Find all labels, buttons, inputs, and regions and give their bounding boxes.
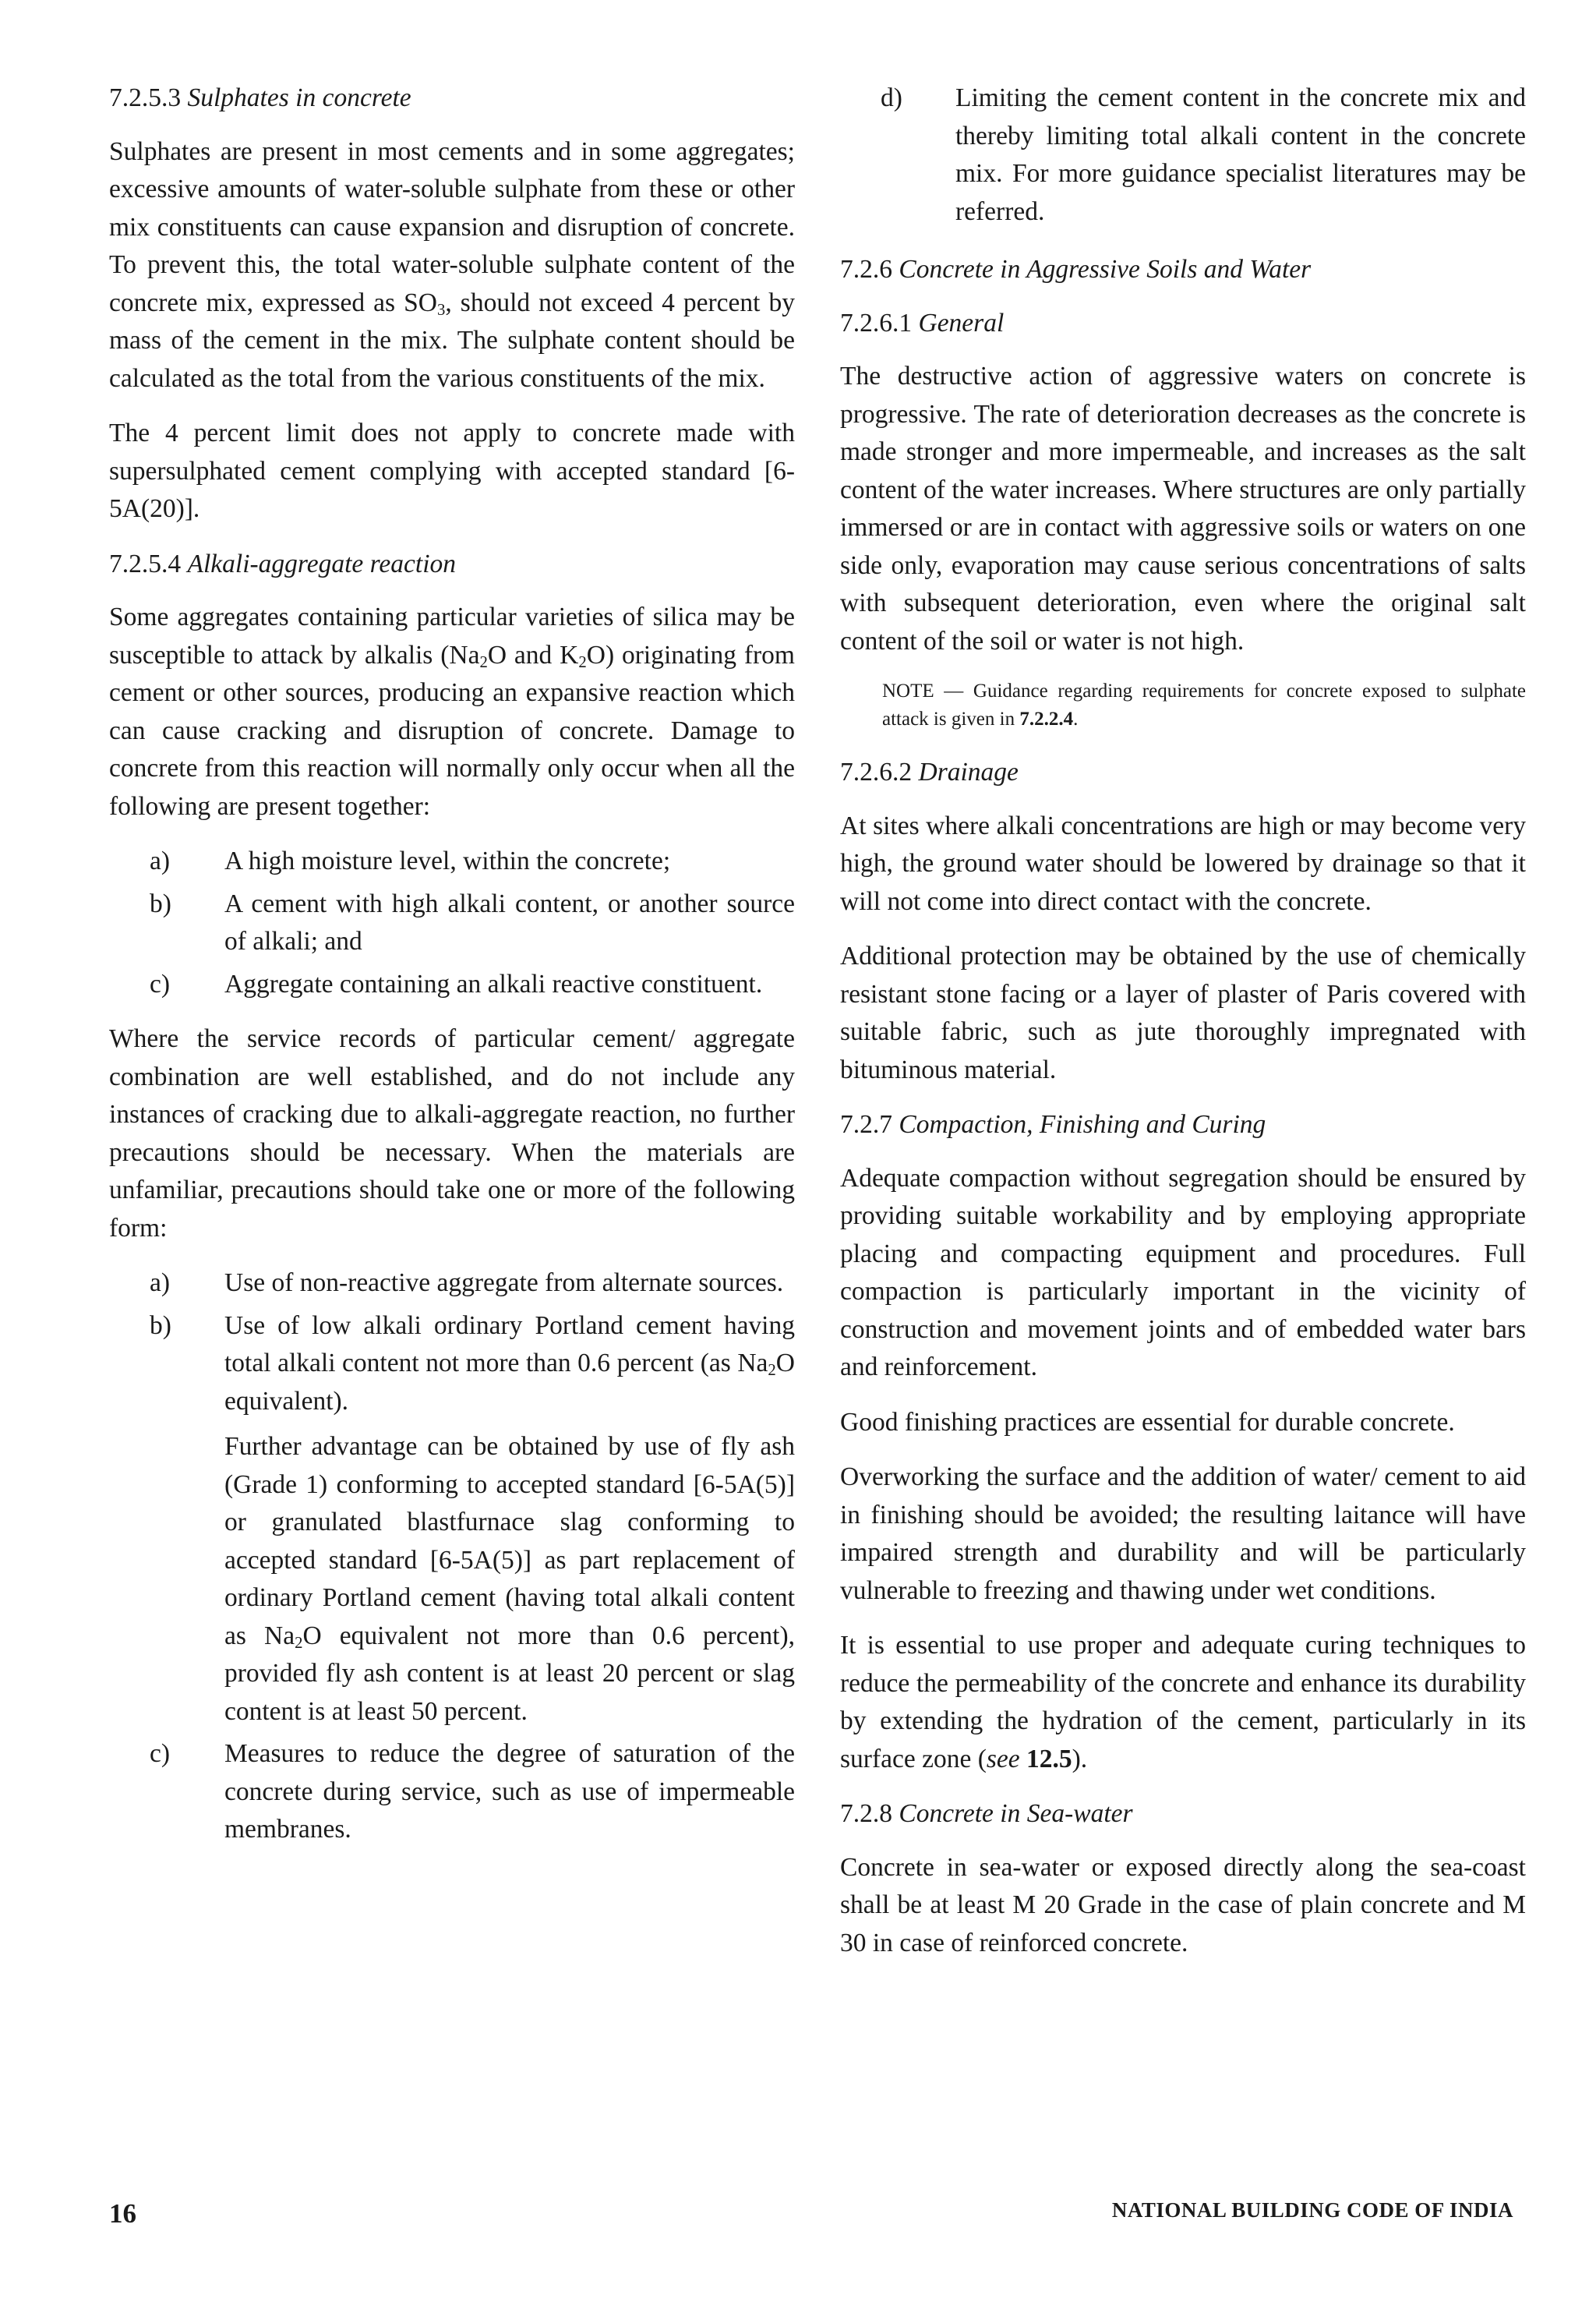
paragraph: At sites where alkali concentrations are high or may become very high, the ground water should be lowered by drainage so that it will not come into direct contact with the concrete.	[840, 811, 1526, 916]
paragraph: Some aggregates containing particular varieties of silica may be susceptible to attack by alkalis ($Na_2O$ and $K_2O$) originating from cement or other sources, producing an expansive reaction which can cause cracking and disruption of concrete. Damage to concrete from this reaction will normally only occur when all the following are present together:	[109, 603, 795, 821]
section-heading-7-2-6-2	[840, 754, 1526, 792]
paragraph: Sulphates are present in most cements and in some aggregates; excessive amounts of water-soluble sulphate from these or other mix constituents can cause expansion and disruption of concrete. To prevent this, the total water-soluble sulphate content of the concrete mix, expressed as $SO_3$, should not exceed 4 percent by mass of the cement in the mix. The sulphate content should be calculated as the total from the various constituents of the mix.	[109, 136, 796, 393]
paragraph: Where the service records of particular cement/ aggregate combination are well established, and do not include any instances of cracking due to alkali-aggregate reaction, no further precautions should be necessary. When the materials are unfamiliar, precautions should take one or more of the following form:	[109, 1024, 795, 1243]
list-item: a) A high moisture level, within the concrete;	[150, 847, 671, 875]
section-number: 7.2.6.2	[840, 758, 913, 787]
section-title: Sulphates in concrete	[187, 83, 411, 112]
right-column	[840, 80, 1526, 1979]
page-number: 16	[109, 2198, 136, 2229]
precautions-list-continued	[840, 80, 1526, 231]
section-number: 7.2.5.4	[109, 549, 182, 578]
section-title: Drainage	[918, 758, 1019, 787]
note: NOTE — Guidance regarding requirements for concrete exposed to sulphate attack is given in 7.2.2.4.	[882, 681, 1526, 730]
section-title: Concrete in Sea-water	[899, 1799, 1133, 1828]
paragraph: The destructive action of aggressive waters on concrete is progressive. The rate of deterioration decreases as the concrete is made stronger and more impermeable, and increases as the salt content of the water increases. Where structures are only partially immersed or are in contact with aggressive soils or waters on one side only, evaporation may cause serious concentrations of salts with subsequent deterioration, even where the original salt content of the soil or water is not high.	[840, 362, 1526, 656]
section-heading-7-2-6	[840, 251, 1526, 289]
section-title: Concrete in Aggressive Soils and Water	[899, 255, 1312, 284]
list-item: c) Measures to reduce the degree of saturation of the concrete during service, such as use of impermeable membranes.	[150, 1739, 795, 1844]
paragraph: Adequate compaction without segregation should be ensured by providing suitable workability and by employing appropriate placing and compacting equipment and procedures. Full compaction is particularly important in the vicinity of construction and movement joints and of embedded water bars and reinforcement.	[840, 1163, 1526, 1381]
list-item: b) Use of low alkali ordinary Portland cement having total alkali content not more than 0.6 percent (as $Na_2O$ equivalent). Further advantage can be obtained by use of fly ash (Grade 1) conforming to accepted standard [6-5A(5)] or granulated blastfurnace slag conforming to accepted standard [6-5A(5)] as part replacement of ordinary Portland cement (having total alkali content as $Na_2O$ equivalent not more than 0.6 percent), provided fly ash content is at least 20 percent or slag content is at least 50 percent.	[109, 1307, 795, 1731]
section-number: 7.2.6	[840, 255, 892, 284]
list-item: a) Use of non-reactive aggregate from alternate sources.	[150, 1268, 784, 1297]
paragraph: It is essential to use proper and adequate curing techniques to reduce the permeability of the concrete and enhance its durability by extending the hydration of the cement, particularly in its surface zone (see 12.5).	[840, 1631, 1526, 1773]
paragraph: The 4 percent limit does not apply to concrete made with supersulphated cement complying with accepted standard [6-5A(20)].	[109, 419, 795, 523]
section-heading-7-2-7	[840, 1106, 1526, 1144]
paragraph: Additional protection may be obtained by the use of chemically resistant stone facing or a layer of plaster of Paris covered with suitable fabric, such as jute thoroughly impregnated with bituminous material.	[840, 942, 1526, 1084]
left-column	[109, 80, 795, 1866]
paragraph: Overworking the surface and the addition of water/ cement to aid in finishing should be avoided; the resulting laitance will have impaired strength and durability and will be particularly vulnerable to freezing and thawing under wet conditions.	[840, 1462, 1526, 1605]
paragraph: Concrete in sea-water or exposed directly along the sea-coast shall be at least M 20 Grade in the case of plain concrete and M 30 in case of reinforced concrete.	[840, 1852, 1526, 1957]
section-heading-7-2-5-3	[109, 80, 795, 118]
section-number: 7.2.6.1	[840, 308, 913, 338]
running-footer: NATIONAL BUILDING CODE OF INDIA	[1111, 2198, 1513, 2222]
precautions-list	[109, 1264, 795, 1849]
list-item: b) A cement with high alkali content, or another source of alkali; and	[150, 889, 795, 956]
conditions-list	[109, 843, 795, 1003]
cross-reference: 7.2.2.4	[1019, 709, 1074, 730]
section-title: Alkali-aggregate reaction	[187, 549, 457, 578]
cross-reference: 12.5	[1026, 1744, 1072, 1773]
paragraph: Good finishing practices are essential for durable concrete.	[840, 1407, 1455, 1437]
section-heading-7-2-8	[840, 1795, 1526, 1833]
section-heading-7-2-6-1	[840, 305, 1526, 343]
section-heading-7-2-5-4	[109, 546, 795, 584]
section-title: Compaction, Finishing and Curing	[899, 1110, 1266, 1139]
section-number: 7.2.5.3	[109, 83, 182, 112]
list-item: d) Limiting the cement content in the concrete mix and thereby limiting total alkali content in the concrete mix. For more guidance specialist literatures may be referred.	[881, 83, 1526, 226]
list-item-continuation: Further advantage can be obtained by use of fly ash (Grade 1) conforming to accepted standard [6-5A(5)] or granulated blastfurnace slag conforming to accepted standard [6-5A(5)] as part replacement of ordinary Portland cement (having total alkali content as $Na_2O$ equivalent not more than 0.6 percent), provided fly ash content is at least 20 percent or slag content is at least 50 percent.	[224, 1432, 796, 1726]
section-title: General	[918, 308, 1005, 338]
section-number: 7.2.8	[840, 1799, 892, 1828]
list-item: c) Aggregate containing an alkali reactive constituent.	[150, 969, 763, 999]
section-number: 7.2.7	[840, 1110, 892, 1139]
